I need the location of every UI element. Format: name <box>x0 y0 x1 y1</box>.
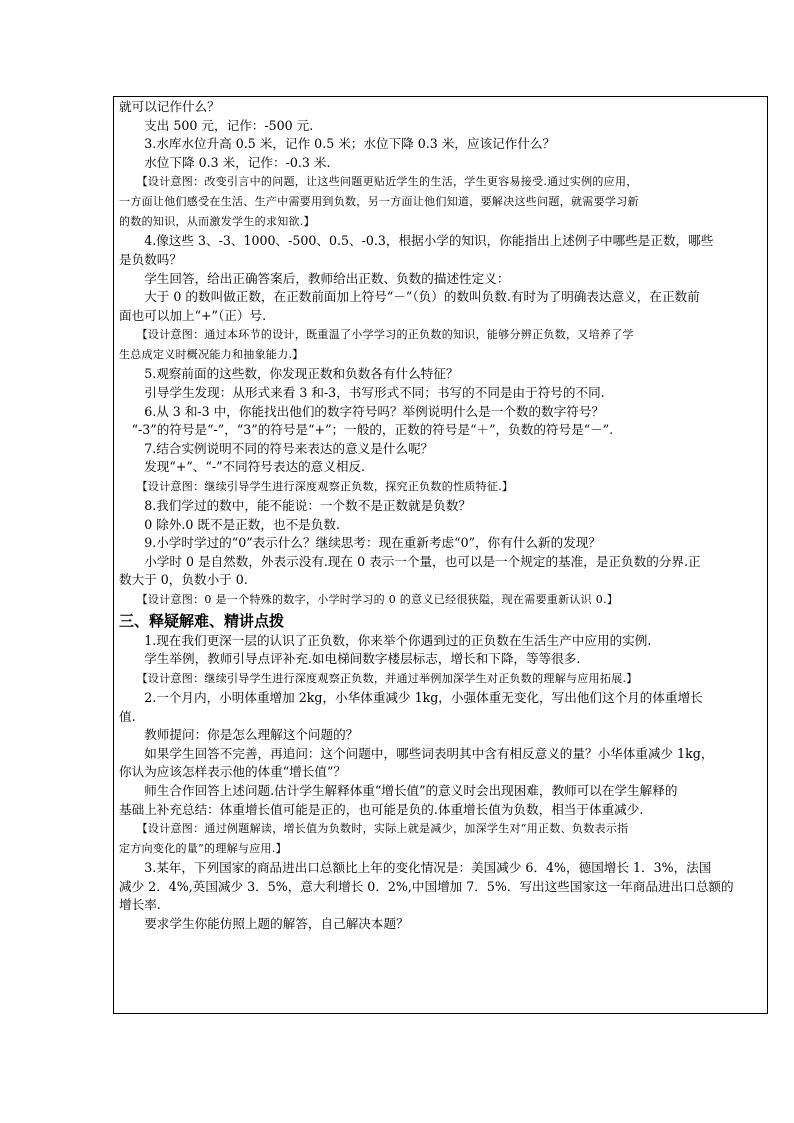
text-line: 你认为应该怎样表示他的体重“增长值”？ <box>119 764 346 780</box>
text-line: 就可以记作什么？ <box>119 99 220 114</box>
text-line: 8.我们学过的数中，能不能说：一个数不是正数就是负数？ <box>144 497 472 513</box>
text-line: 要求学生你能仿照上题的解答，自己解决本题？ <box>144 916 409 931</box>
text-line: “-3”的符号是“-”，“3”的符号是“+”；一般的，正数的符号是“＋”，负数的符号是“－”. <box>131 422 614 438</box>
text-line: 支出 500 元，记作：-500 元. <box>144 117 314 133</box>
text-line: 增长率. <box>119 897 161 913</box>
text-line: 3.某年，下列国家的商品进出口总额比上年的变化情况是：美国减少 6．4%，德国增长 1．3%，法国 <box>144 860 712 876</box>
text-line: 是负数吗？ <box>119 251 182 267</box>
text-line: 值. <box>119 708 136 724</box>
text-line: 3.水库水位升高 0.5 米，记作 0.5 米；水位下降 0.3 米，应该记作什么？ <box>144 136 556 152</box>
design-intent-note: 一方面让他们感受在生活、生产中需要用到负数，另一方面让他们知道，要解决这些问题，就需要学习新 <box>119 195 639 209</box>
lesson-content <box>119 98 764 934</box>
text-line: 面也可以加上“+”（正）号. <box>119 307 267 323</box>
text-line: 1.现在我们更深一层的认识了正负数，你来举个你遇到过的正负数在生活生产中应用的实例. <box>144 632 652 648</box>
design-intent-note: 【设计意图：继续引导学生进行深度观察正负数，探究正负数的性质特征.】 <box>136 479 514 493</box>
text-line: 师生合作回答上述问题.估计学生解释体重“增长值”的意义时会出现困难，教师可以在学生解释的 <box>144 783 678 799</box>
text-line: 大于 0 的数叫做正数，在正数前面加上符号“－”（负）的数叫负数.有时为了明确表达意义，在正数前 <box>144 289 700 305</box>
text-line: 学生回答，给出正确答案后，教师给出正数、负数的描述性定义： <box>144 270 510 286</box>
text-line: 7.结合实例说明不同的符号来表达的意义是什么呢？ <box>144 440 434 456</box>
design-intent-note: 生总成定义时概况能力和抽象能力.】 <box>119 348 304 362</box>
design-intent-note: 的数的知识，从而激发学生的求知欲.】 <box>119 215 315 229</box>
text-line: 4.像这些 3、-3、1000、-500、0.5、-0.3，根据小学的知识，你能指出上述例子中哪些是正数，哪些 <box>144 233 714 249</box>
text-line: 小学时 0 是自然数，外表示没有.现在 0 表示一个量，也可以是一个规定的基准，是正负数的分界.正 <box>144 553 701 569</box>
design-intent-note: 【设计意图：继续引导学生进行深度观察正负数，并通过举例加深学生对正负数的理解与应用拓展.】 <box>136 672 638 686</box>
text-line: 发现“+”、“-”不同符号表达的意义相反. <box>144 459 366 475</box>
text-line: 0 除外.0 既不是正数，也不是负数. <box>144 516 340 532</box>
section-heading: 三、释疑解难、精讲点拨 <box>119 611 285 630</box>
design-intent-note: 【设计意图：改变引言中的问题，让这些问题更贴近学生的生活，学生更容易接受.通过实例的应用， <box>136 175 638 189</box>
text-line: 如果学生回答不完善，再追问：这个问题中，哪些词表明其中含有相反意义的量？小华体重减少 1kg， <box>144 745 714 761</box>
design-intent-note: 定方向变化的量”的理解与应用.】 <box>119 842 287 856</box>
text-line: 5.观察前面的这些数，你发现正数和负数各有什么特征？ <box>144 366 459 382</box>
text-line: 数大于 0，负数小于 0. <box>119 572 248 588</box>
text-line: 减少 2．4%,英国减少 3．5%，意大利增长 0．2%,中国增加 7．5%．写出这些国家这一年商品进出口总额的 <box>119 878 734 894</box>
text-line: 2.一个月内，小明体重增加 2kg，小华体重减少 1kg，小强体重无变化，写出他们这个月的体重增长 <box>144 690 703 706</box>
text-line: 水位下降 0.3 米，记作：-0.3 米. <box>144 154 331 170</box>
design-intent-note: 【设计意图：通过例题解读，增长值为负数时，实际上就是减少，加深学生对“用正数、负数表示指 <box>136 822 629 836</box>
text-line: 引导学生发现：从形式来看 3 和-3，书写形式不同；书写的不同是由于符号的不同. <box>144 384 605 400</box>
text-line: 基础上补充总结：体重增长值可能是正的，也可能是负的.体重增长值为负数，相当于体重减少. <box>119 801 644 817</box>
text-line: 学生举例，教师引导点评补充.如电梯间数字楼层标志，增长和下降，等等很多. <box>144 651 581 667</box>
text-line: 9.小学时学过的“0”表示什么？继续思考：现在重新考虑“0”，你有什么新的发现？ <box>144 535 601 551</box>
design-intent-note: 【设计意图：通过本环节的设计，既重温了小学学习的正负数的知识，能够分辨正负数，又培养了学 <box>136 328 634 342</box>
text-line: 6.从 3 和-3 中，你能找出他们的数字符号吗？举例说明什么是一个数的数字符号？ <box>144 403 605 419</box>
text-line: 教师提问：你是怎么理解这个问题的？ <box>144 727 359 743</box>
design-intent-note: 【设计意图：0 是一个特殊的数字，小学时学习的 0 的意义已经很狭隘，现在需要重新认识 0.】 <box>136 592 619 606</box>
